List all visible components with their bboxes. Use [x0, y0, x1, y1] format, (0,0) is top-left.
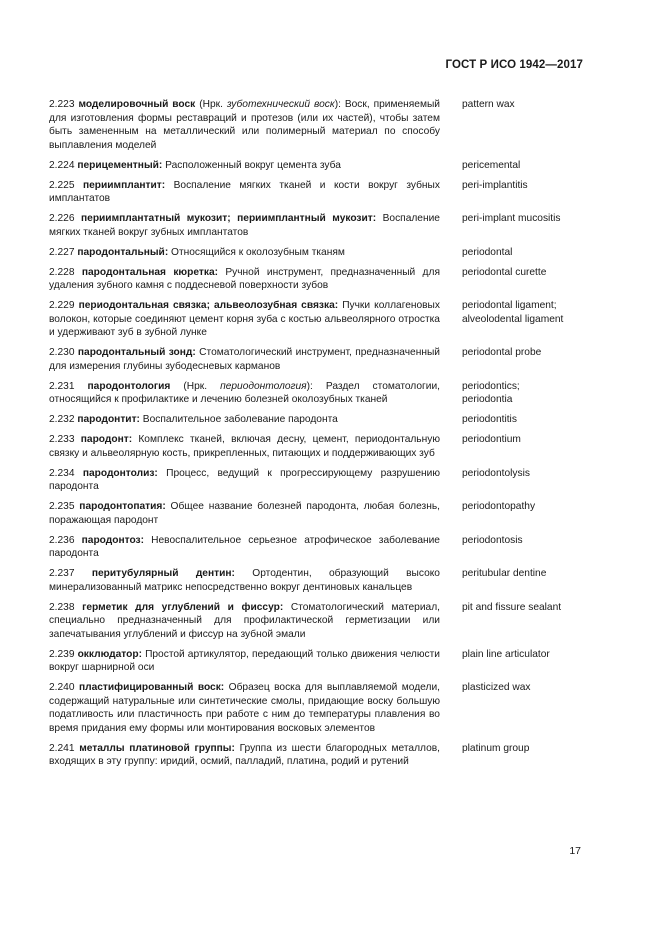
term-text-continued: ): Раздел стоматологии, относящийся к профилактике и лечению болезней околозубных тканей: [49, 380, 440, 405]
english-equivalent: [462, 159, 589, 173]
term-entry: [49, 179, 589, 206]
term-entry: [49, 433, 589, 460]
term-definition: [49, 742, 440, 769]
term-entry: [49, 500, 589, 527]
term-definition: [49, 500, 440, 527]
term-text: Воспаление мягких тканей и кости вокруг зубных имплантатов: [49, 179, 440, 204]
document-header: ГОСТ Р ИСО 1942—2017: [445, 59, 583, 71]
english-equivalent: [462, 742, 589, 769]
english-term: periodontal probe: [461, 347, 542, 358]
term-text: Простой артикулятор, передающий только движения челюсти вокруг шарнирной оси: [49, 648, 440, 673]
term-entry: [49, 567, 589, 594]
term-entry: [49, 159, 589, 173]
term-text: Стоматологический инструмент, предназначенный для измерения глубины зубодесневых карманов: [49, 347, 440, 372]
term-name: окклюдатор:: [77, 648, 142, 660]
term-definition: [49, 681, 440, 735]
term-name: пародонтопатия:: [79, 501, 166, 512]
term-name: пародонтология: [87, 380, 171, 392]
term-definition: [49, 534, 440, 561]
english-term: platinum group: [461, 742, 530, 754]
term-entry: [49, 648, 589, 675]
term-text: Воспалительное заболевание пародонта: [139, 414, 338, 425]
term-name: металлы платиновой группы:: [79, 742, 235, 754]
english-term: periodontium: [461, 434, 521, 445]
term-text: Образец воска для выплавляемой модели, содержащий натуральные или синтетические смолы, придающие воску большую податливость или пластичность при работе с ним до температуры плавления во время придания ему формы или монтирования восковых элементов: [49, 682, 440, 734]
english-term: periodontitis: [461, 414, 517, 425]
term-text: Ручной инструмент, предназначенный для удаления зубного камня с поддесневой поверхности зубов: [49, 266, 440, 291]
term-deprecated-synonym: зуботехнический воск: [226, 99, 335, 110]
term-number: 2.234: [49, 467, 75, 479]
term-number: 2.232: [49, 414, 75, 425]
term-definition: [49, 299, 440, 340]
english-term: periodontopathy: [461, 501, 536, 512]
term-name: пародонтальный зонд:: [77, 347, 196, 358]
term-number: 2.240: [49, 682, 75, 693]
english-term: periodontal: [461, 246, 513, 258]
term-name: пародонтит:: [77, 414, 140, 425]
english-equivalent: [462, 648, 589, 675]
term-text: Общее название болезней пародонта, любая болезнь, поражающая пародонт: [49, 501, 440, 526]
english-term: plain line articulator: [461, 648, 550, 660]
term-number: 2.231: [49, 380, 75, 392]
term-definition: [49, 179, 440, 206]
english-equivalent: [462, 380, 589, 407]
term-name: перитубулярный дентин:: [91, 568, 235, 579]
term-text-continued: ): Воск, применяемый для изготовления формы реставраций и протезов (или их частей), чтобы затем быть замененным на металлический или полимерный материал по способу выплавления моделей: [49, 99, 440, 151]
english-term: pit and fissure sealant: [461, 601, 562, 613]
term-name: периимплантатный мукозит; периимплантный мукозит:: [81, 213, 377, 224]
term-entry: [49, 467, 589, 494]
term-entry: [49, 212, 589, 239]
term-deprecated-synonym: периодонтология: [220, 380, 307, 392]
term-entry: [49, 380, 589, 407]
term-number: 2.227: [49, 246, 75, 258]
term-number: 2.238: [49, 601, 75, 613]
term-name: пародонтальная кюретка:: [81, 266, 219, 278]
english-term: peri-implant mucositis: [461, 213, 561, 224]
term-definition: [49, 212, 440, 239]
term-entry: [49, 742, 589, 769]
term-text: Ортодентин, образующий высоко минерализованный матрикс непосредственно вокруг дентиновых канальцев: [49, 568, 440, 593]
term-definition: [49, 266, 440, 293]
english-term: periodontosis: [461, 534, 523, 546]
term-name: периодонтальная связка; альвеолозубная связка:: [78, 300, 339, 311]
term-name: герметик для углублений и фиссур:: [82, 601, 284, 613]
term-text: Расположенный вокруг цемента зуба: [162, 159, 341, 171]
english-equivalent: [462, 212, 589, 239]
english-equivalent: [462, 413, 589, 427]
english-equivalent: [462, 534, 589, 561]
term-number: 2.236: [49, 534, 75, 546]
term-number: 2.230: [49, 347, 75, 358]
term-definition: [49, 246, 440, 260]
term-entry: [49, 681, 589, 735]
term-definition: [49, 159, 440, 173]
english-equivalent: [462, 500, 589, 527]
term-number: 2.233: [49, 434, 75, 445]
term-name: пластифицированный воск:: [78, 682, 225, 693]
terms-list: [49, 98, 589, 775]
term-number: 2.226: [49, 213, 75, 224]
term-text: Стоматологический материал, специально предназначенный для профилактической герметизации или запечатывания углублений и фиссур на зубной эмали: [49, 601, 440, 640]
term-number: 2.235: [49, 501, 75, 512]
english-term: plasticized wax: [461, 682, 531, 693]
term-entry: [49, 246, 589, 260]
english-equivalent: [462, 601, 589, 642]
english-equivalent: [462, 179, 589, 206]
term-entry: [49, 534, 589, 561]
english-term: alveolodental ligament: [461, 313, 564, 325]
term-name: моделировочный воск: [78, 99, 196, 110]
term-text: Пучки коллагеновых волокон, которые соединяют цемент корня зуба с костью альвеолярного отростка и удерживают зуб в зубной лунке: [49, 300, 440, 338]
term-definition: [49, 346, 440, 373]
term-definition: [49, 98, 440, 152]
term-text: (Нрк.: [195, 99, 227, 110]
english-equivalent: [462, 681, 589, 735]
term-text: Процесс, ведущий к прогрессирующему разрушению пародонта: [49, 467, 440, 492]
term-number: 2.237: [49, 568, 75, 579]
term-definition: [49, 567, 440, 594]
term-definition: [49, 467, 440, 494]
english-term: periodontolysis: [461, 467, 530, 479]
page-number: 17: [569, 845, 581, 857]
term-definition: [49, 413, 440, 427]
english-term: peri-implantitis: [461, 179, 528, 191]
term-entry: [49, 413, 589, 427]
term-entry: [49, 299, 589, 340]
term-name: перицементный:: [77, 159, 163, 171]
term-number: 2.228: [49, 266, 75, 278]
term-number: 2.225: [49, 179, 75, 191]
term-text: Группа из шести благородных металлов, входящих в эту группу: иридий, осмий, палладий, платина, родий и рутений: [49, 742, 440, 767]
term-name: пародонтальный:: [77, 246, 169, 258]
english-term: periodontal ligament;: [461, 300, 557, 311]
term-number: 2.224: [49, 159, 75, 171]
english-term: periodontal curette: [461, 266, 547, 278]
english-equivalent: [462, 467, 589, 494]
term-number: 2.229: [49, 300, 75, 311]
english-equivalent: [462, 98, 589, 152]
term-text: Воспаление мягких тканей вокруг зубных имплантатов: [49, 213, 440, 238]
term-definition: [49, 380, 440, 407]
term-entry: [49, 346, 589, 373]
term-definition: [49, 601, 440, 642]
english-term: pattern wax: [461, 99, 515, 110]
term-text: Комплекс тканей, включая десну, цемент, периодонтальную связку и альвеолярную кость, прикрепленных, питающих и поддерживающих зуб: [49, 434, 440, 459]
term-text: Относящийся к околозубным тканям: [168, 246, 345, 258]
term-entry: [49, 266, 589, 293]
term-number: 2.239: [49, 648, 75, 660]
term-number: 2.241: [49, 742, 75, 754]
term-text: Невоспалительное серьезное атрофическое заболевание пародонта: [49, 534, 440, 559]
english-term: periodontics;: [461, 380, 520, 392]
term-entry: [49, 98, 589, 152]
english-term: peritubular dentine: [461, 568, 547, 579]
english-equivalent: [462, 346, 589, 373]
term-definition: [49, 648, 440, 675]
term-text: (Нрк.: [170, 380, 221, 392]
term-name: периимплантит:: [82, 179, 166, 191]
english-term: periodontia: [461, 394, 513, 405]
term-number: 2.223: [49, 99, 75, 110]
english-term: pericemental: [461, 159, 521, 171]
english-equivalent: [462, 246, 589, 260]
term-name: пародонтоз:: [81, 534, 145, 546]
english-equivalent: [462, 299, 589, 340]
term-definition: [49, 433, 440, 460]
english-equivalent: [462, 567, 589, 594]
english-equivalent: [462, 433, 589, 460]
term-entry: [49, 601, 589, 642]
english-equivalent: [462, 266, 589, 293]
term-name: пародонтолиз:: [82, 467, 158, 479]
term-name: пародонт:: [80, 434, 133, 445]
